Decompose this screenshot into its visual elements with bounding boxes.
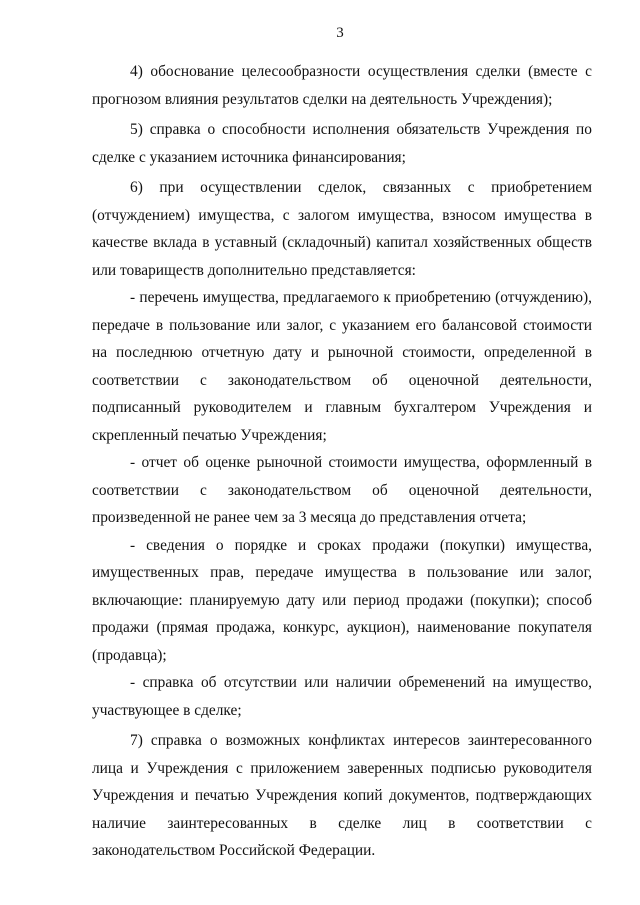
paragraph-dash-valuation-report: - отчет об оценке рыночной стоимости имущества, оформленный в соответствии с законодательством об оценочной деятельности, произведенной не ранее чем за 3 месяца до представления отчета;	[92, 454, 592, 526]
paragraph-item-6: 6) при осуществлении сделок, связанных с приобретением (отчуждением) имущества, с залогом имущества, взносом имущества в качестве вклада в уставный (складочный) капитал хозяйственных обществ или товариществ дополнительно представляется:	[92, 179, 592, 279]
paragraph-item-7: 7) справка о возможных конфликтах интересов заинтересованного лица и Учреждения с приложением заверенных подписью руководителя Учреждения и печатью Учреждения копий документов, подтверждающих наличие заинтересованных в сделке лиц в соответствии с законодательством Российской Федерации.	[92, 732, 592, 859]
paragraph-dash-sale-terms: - сведения о порядке и сроках продажи (покупки) имущества, имущественных прав, передаче имущества в пользование или залог, включающие: планируемую дату или период продажи (покупки); способ продажи (прямая продажа, конкурс, аукцион), наименование покупателя (продавца);	[92, 536, 592, 664]
paragraph-item-4: 4) обоснование целесообразности осуществления сделки (вместе с прогнозом влияния результатов сделки на деятельность Учреждения);	[92, 63, 592, 108]
page-number: 3	[336, 25, 344, 41]
paragraph-dash-encumbrances: - справка об отсутствии или наличии обременений на имущество, участвующее в сделке;	[92, 674, 592, 719]
paragraph-item-5: 5) справка о способности исполнения обязательств Учреждения по сделке с указанием источника финансирования;	[92, 121, 592, 166]
paragraph-dash-property-list: - перечень имущества, предлагаемого к приобретению (отчуждению), передаче в пользование или залог, с указанием его балансовой стоимости на последнюю отчетную дату и рыночной стоимости, определенной в соответствии с законодательством об оценочной деятельности, подписанный руководителем и главным бухгалтером Учреждения и скрепленный печатью Учреждения;	[92, 289, 592, 444]
document-body	[92, 58, 592, 865]
